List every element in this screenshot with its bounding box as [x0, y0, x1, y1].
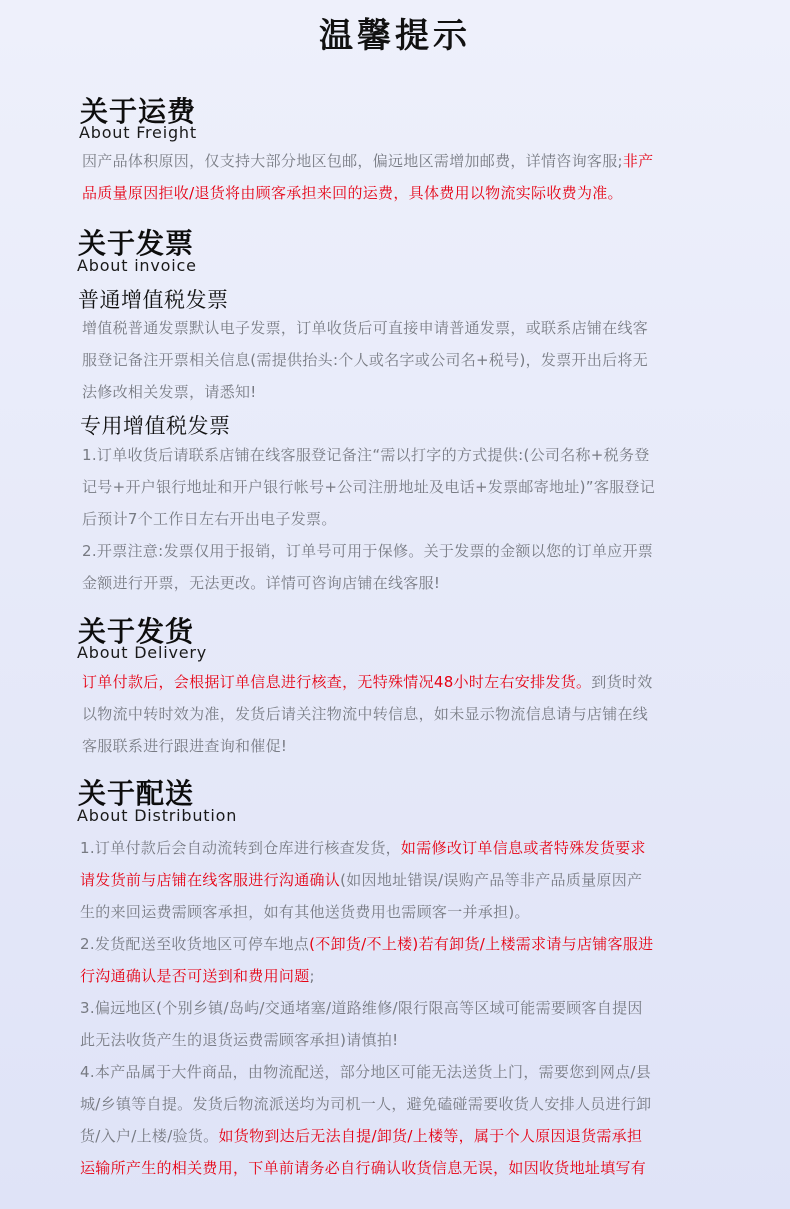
dist-item-2-red-2: 行沟通确认是否可送到和费用问题	[80, 967, 310, 985]
dist-item-4-red-2: 运输所产生的相关费用，下单前请务必自行确认收货信息无误，如因收货地址填写有	[80, 1159, 647, 1177]
dist-item-1-line-3: 生的来回运费需顾客承担，如有其他送货费用也需顾客一并承担)。	[80, 903, 530, 921]
general-invoice-line-3: 法修改相关发票，请悉知!	[82, 383, 257, 401]
dist-item-2-gray-2: ;	[309, 967, 315, 985]
dist-item-2-gray: 2.发货配送至收货地区可停车地点	[80, 935, 310, 953]
dist-item-4-gray: 货/入户/上楼/验货。	[80, 1127, 219, 1145]
dist-item-3-line-1: 3.偏远地区(个别乡镇/岛屿/交通堵塞/道路维修/限行限高等区域可能需要顾客自提因	[80, 999, 643, 1017]
distribution-heading: 关于配送	[78, 777, 195, 810]
delivery-text	[82, 666, 653, 762]
distribution-text	[80, 832, 653, 1184]
dist-item-1-red: 如需修改订单信息或者特殊发货要求	[400, 839, 646, 857]
dist-item-2-red: (不卸货/不上楼)若有卸货/上楼需求请与店铺客服进	[309, 935, 654, 953]
invoice-note-line-1: 2.开票注意:发票仅用于报销，订单号可用于保修。关于发票的金额以您的订单应开票	[82, 542, 654, 560]
special-invoice-text	[82, 439, 655, 599]
freight-heading-en: About Freight	[79, 123, 197, 142]
freight-heading: 关于运费	[80, 95, 197, 128]
delivery-text-gray: 到货时效	[591, 673, 653, 691]
delivery-line-3: 客服联系进行跟进查询和催促!	[82, 737, 288, 755]
dist-item-4-red: 如货物到达后无法自提/卸货/上楼等，属于个人原因退货需承担	[218, 1127, 643, 1145]
special-invoice-line-3: 后预计7个工作日左右开出电子发票。	[82, 510, 337, 528]
dist-item-4-line-2: 城/乡镇等自提。发货后物流派送均为司机一人，避免磕碰需要收货人安排人员进行卸	[80, 1095, 652, 1113]
dist-item-3-line-2: 此无法收货产生的退货运费需顾客承担)请慎拍!	[80, 1031, 399, 1049]
invoice-note-line-2: 金额进行开票，无法更改。详情可咨询店铺在线客服!	[82, 574, 441, 592]
general-invoice-text	[82, 312, 648, 408]
freight-text	[82, 145, 653, 209]
invoice-heading-en: About invoice	[77, 256, 197, 275]
special-invoice-line-2: 记号+开户银行地址和开户银行帐号+公司注册地址及电话+发票邮寄地址)”客服登记	[82, 478, 656, 496]
distribution-heading-en: About Distribution	[77, 806, 238, 825]
page-title: 温馨提示	[319, 16, 471, 56]
delivery-text-red: 订单付款后，会根据订单信息进行核查，无特殊情况48小时左右安排发货。	[82, 673, 592, 691]
dist-item-4-line-1: 4.本产品属于大件商品，由物流配送，部分地区可能无法送货上门，需要您到网点/县	[80, 1063, 652, 1081]
freight-text-gray: 因产品体积原因，仅支持大部分地区包邮，偏远地区需增加邮费，详情咨询客服;	[82, 152, 623, 170]
dist-item-1-gray: 1.订单付款后会自动流转到仓库进行核查发货，	[80, 839, 401, 857]
general-vat-invoice-subheading: 普通增值税发票	[78, 288, 229, 312]
delivery-line-2: 以物流中转时效为准，发货后请关注物流中转信息，如未显示物流信息请与店铺在线	[82, 705, 649, 723]
freight-text-red: 非产	[622, 152, 654, 170]
freight-text-red-line: 品质量原因拒收/退货将由顾客承担来回的运费，具体费用以物流实际收费为准。	[82, 184, 623, 202]
general-invoice-line-2: 服登记备注开票相关信息(需提供抬头:个人或名字或公司名+税号)，发票开出后将无	[82, 351, 649, 369]
special-vat-invoice-subheading: 专用增值税发票	[80, 414, 231, 438]
dist-item-1-gray-2: (如因地址错误/误购产品等非产品质量原因产	[340, 871, 643, 889]
special-invoice-line-1: 1.订单收货后请联系店铺在线客服登记备注“需以打字的方式提供:(公司名称+税务登	[82, 446, 650, 464]
delivery-heading-en: About Delivery	[77, 643, 208, 662]
invoice-heading: 关于发票	[78, 227, 195, 260]
dist-item-1-red-2: 请发货前与店铺在线客服进行沟通确认	[80, 871, 341, 889]
general-invoice-line-1: 增值税普通发票默认电子发票，订单收货后可直接申请普通发票，或联系店铺在线客	[82, 319, 649, 337]
delivery-heading: 关于发货	[78, 615, 195, 648]
